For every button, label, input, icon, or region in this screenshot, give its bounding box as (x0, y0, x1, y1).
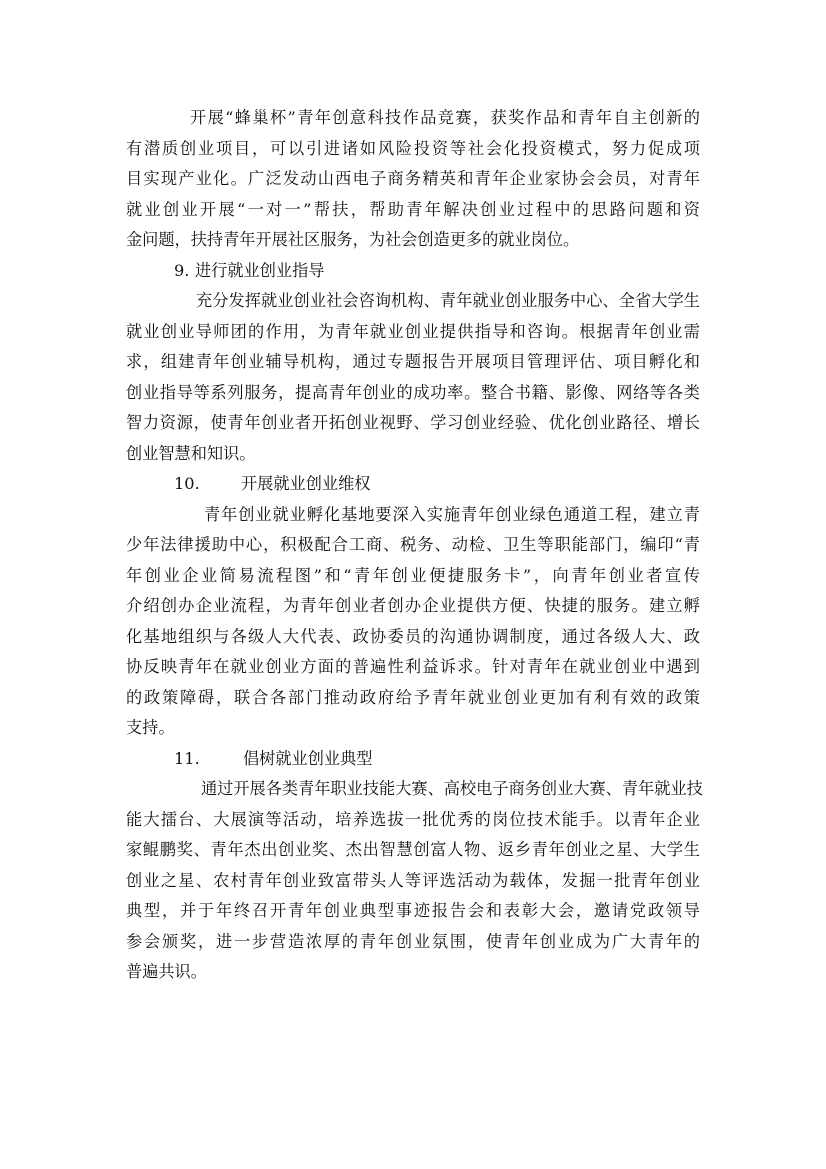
paragraph-line: 支持。 (126, 718, 175, 737)
section-heading-9 (126, 256, 700, 287)
paragraph-line: 智力资源，使青年创业者开拓创业视野、学习创业经验、优化创业路径、增长 (126, 413, 700, 432)
paragraph-line: 协反映青年在就业创业方面的普遍性利益诉求。针对青年在就业创业中遇到 (126, 657, 700, 676)
paragraph-line: 求，组建青年创业辅导机构，通过专题报告开展项目管理评估、项目孵化和 (126, 352, 700, 371)
paragraph-line: 介绍创办企业流程，为青年创业者创办企业提供方便、快捷的服务。建立孵 (126, 596, 700, 615)
paragraph-line: 参会颁奖，进一步营造浓厚的青年创业氛围，使青年创业成为广大青年的 (126, 931, 700, 951)
section-title: 开展就业创业维权 (241, 474, 371, 493)
paragraph-line: 普遍共识。 (126, 962, 207, 981)
paragraph-4 (126, 774, 703, 988)
section-title: 进行就业创业指导 (195, 260, 325, 280)
paragraph-line: 典型，并于年终召开青年创业典型事迹报告会和表彰大会，邀请党政领导 (126, 901, 700, 920)
section-heading-11 (126, 744, 700, 775)
section-number: 9. (174, 260, 190, 280)
paragraph-line: 有潜质创业项目，可以引进诸如风险投资等社会化投资模式，努力促成项 (126, 138, 700, 158)
section-title: 倡树就业创业典型 (243, 748, 373, 768)
paragraph-line: 通过开展各类青年职业技能大赛、高校电子商务创业大赛、青年就业技 (201, 779, 703, 798)
paragraph-line: 创业指导等系列服务，提高青年创业的成功率。整合书籍、影像、网络等各类 (126, 382, 700, 402)
paragraph-line: 就业创业导师团的作用，为青年就业创业提供指导和咨询。根据青年创业需 (126, 321, 700, 341)
paragraph-line: 能大擂台、大展演等活动，培养选拔一批优秀的岗位技术能手。以青年企业 (126, 809, 700, 829)
paragraph-line: 充分发挥就业创业社会咨询机构、青年就业创业服务中心、全省大学生 (196, 291, 700, 310)
paragraph-line: 的政策障碍，联合各部门推动政府给予青年就业创业更加有利有效的政策 (126, 687, 700, 707)
section-number: 11. (174, 748, 200, 768)
paragraph-line: 年创业企业简易流程图”和“青年创业便捷服务卡”，向青年创业者宣传 (126, 565, 700, 585)
paragraph-line: 就业创业开展“一对一”帮扶，帮助青年解决创业过程中的思路问题和资 (126, 199, 700, 219)
paragraph-1 (126, 103, 700, 256)
paragraph-line: 目实现产业化。广泛发动山西电子商务精英和青年企业家协会会员，对青年 (126, 169, 700, 188)
paragraph-line: 少年法律援助中心，积极配合工商、税务、动检、卫生等职能部门，编印“青 (126, 535, 700, 554)
paragraph-2 (126, 286, 700, 469)
paragraph-line: 开展“蜂巢杯”青年创意科技作品竞赛，获奖作品和青年自主创新的 (190, 108, 700, 127)
paragraph-line: 金问题，扶持青年开展社区服务，为社会创造更多的就业岗位。 (126, 230, 580, 249)
paragraph-line: 青年创业就业孵化基地要深入实施青年创业绿色通道工程，建立青 (204, 504, 700, 524)
section-number: 10. (174, 474, 200, 493)
paragraph-line: 创业之星、农村青年创业致富带头人等评选活动为载体，发掘一批青年创业 (126, 870, 700, 890)
paragraph-line: 化基地组织与各级人大代表、政协委员的沟通协调制度，通过各级人大、政 (126, 626, 700, 646)
paragraph-line: 家鲲鹏奖、青年杰出创业奖、杰出智慧创富人物、返乡青年创业之星、大学生 (126, 840, 700, 859)
paragraph-line: 创业智慧和知识。 (126, 443, 256, 463)
section-heading-10 (126, 469, 700, 500)
paragraph-3 (126, 500, 700, 744)
document-body (126, 103, 703, 988)
